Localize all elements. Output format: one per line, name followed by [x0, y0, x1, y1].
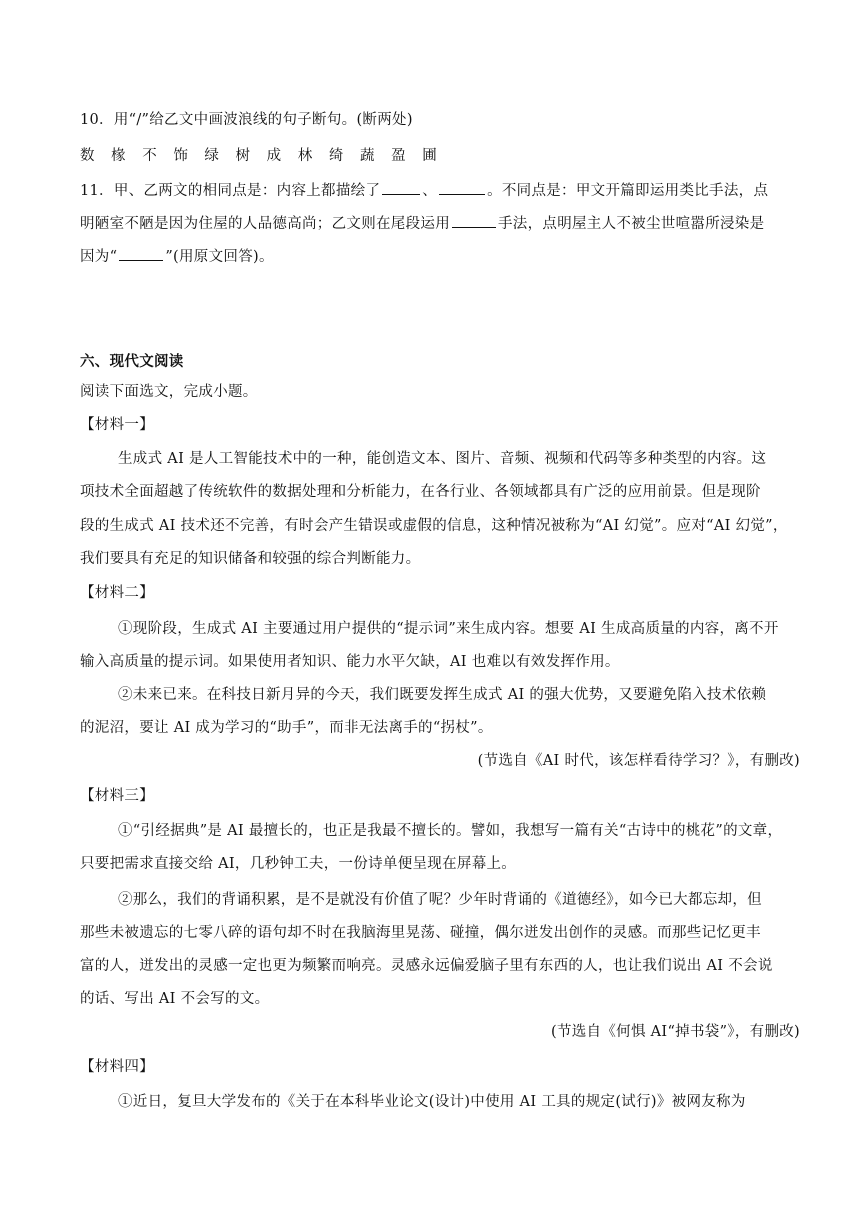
- question-11-line-2: [80, 213, 764, 234]
- material-2-line: 输入高质量的提示词。如果使用者知识、能力水平欠缺，AI 也难以有效发挥作用。: [80, 654, 620, 670]
- material-3-line: 那些未被遗忘的七零八碎的语句却不时在我脑海里晃荡、碰撞，偶尔迸发出创作的灵感。而那些记忆更丰: [80, 925, 761, 941]
- question-10-sentence: 数 椽 不 饰 绿 树 成 林 绮 蔬 盈 圃: [80, 148, 443, 164]
- material-3-title: 【材料三】: [80, 788, 154, 804]
- material-1-line: 段的生成式 AI 技术还不完善，有时会产生错误或虚假的信息，这种情况被称为“AI 幻觉”。应对“AI 幻觉”，: [80, 518, 788, 534]
- material-3-line: ②那么，我们的背诵积累，是不是就没有价值了呢？少年时背诵的《道德经》，如今已大都忘却，但: [118, 892, 762, 908]
- q11-text-g: ”(用原文回答)。: [165, 249, 274, 265]
- material-2-title: 【材料二】: [80, 585, 154, 601]
- material-2-source: (节选自《AI 时代，该怎样看待学习？》，有删改): [477, 753, 800, 769]
- material-1-line: 我们要具有充足的知识储备和较强的综合判断能力。: [80, 551, 421, 567]
- answer-blank[interactable]: [382, 180, 420, 195]
- q11-text-b: 、: [422, 183, 438, 199]
- material-1-title: 【材料一】: [80, 417, 154, 433]
- material-3-line: 只要把需求直接交给 AI，几秒钟工夫，一份诗单便呈现在屏幕上。: [80, 856, 517, 872]
- section-title: 六、现代文阅读: [80, 353, 184, 370]
- material-2-line: ①现阶段，生成式 AI 主要通过用户提供的“提示词”来生成内容。想要 AI 生成高质量的内容，离不开: [118, 621, 779, 637]
- material-2-line: 的泥沼，要让 AI 成为学习的“助手”，而非无法离手的“拐杖”。: [80, 720, 493, 736]
- material-4-title: 【材料四】: [80, 1059, 154, 1075]
- answer-blank[interactable]: [452, 213, 496, 228]
- material-1-line: 项技术全面超越了传统软件的数据处理和分析能力，在各行业、各领域都具有广泛的应用前景。但是现阶: [80, 484, 761, 500]
- material-1-line: 生成式 AI 是人工智能技术中的一种，能创造文本、图片、音频、视频和代码等多种类型的内容。这: [118, 451, 767, 467]
- question-10: 10．用“/”给乙文中画波浪线的句子断句。(断两处): [80, 112, 413, 128]
- question-11-line-1: [80, 180, 768, 201]
- answer-blank[interactable]: [119, 246, 163, 261]
- material-3-line: 的话、写出 AI 不会写的文。: [80, 991, 270, 1007]
- question-11-line-3: [80, 246, 274, 267]
- material-3-source: (节选自《何惧 AI“掉书袋”》，有删改): [551, 1024, 800, 1040]
- q11-text-c: 。不同点是：甲文开篇即运用类比手法，点: [487, 183, 769, 199]
- answer-blank[interactable]: [439, 180, 485, 195]
- section-instruction: 阅读下面选文，完成小题。: [80, 384, 258, 400]
- material-3-line: 富的人，迸发出的灵感一定也更为频繁而响亮。灵感永远偏爱脑子里有东西的人，也让我们说出 AI 不会说: [80, 958, 773, 974]
- q11-text-a: 11．甲、乙两文的相同点是：内容上都描绘了: [80, 183, 381, 199]
- material-4-line: ①近日，复旦大学发布的《关于在本科毕业论文(设计)中使用 AI 工具的规定(试行)》被网友称为: [118, 1094, 746, 1110]
- q11-text-e: 手法，点明屋主人不被尘世喧嚣所浸染是: [498, 216, 765, 232]
- q11-text-f: 因为“: [80, 249, 118, 265]
- material-3-line: ①“引经据典”是 AI 最擅长的，也正是我最不擅长的。譬如，我想写一篇有关“古诗中的桃花”的文章，: [118, 823, 783, 839]
- material-2-line: ②未来已来。在科技日新月异的今天，我们既要发挥生成式 AI 的强大优势，又要避免陷入技术依赖: [118, 687, 767, 703]
- q11-text-d: 明陋室不陋是因为住屋的人品德高尚；乙文则在尾段运用: [80, 216, 450, 232]
